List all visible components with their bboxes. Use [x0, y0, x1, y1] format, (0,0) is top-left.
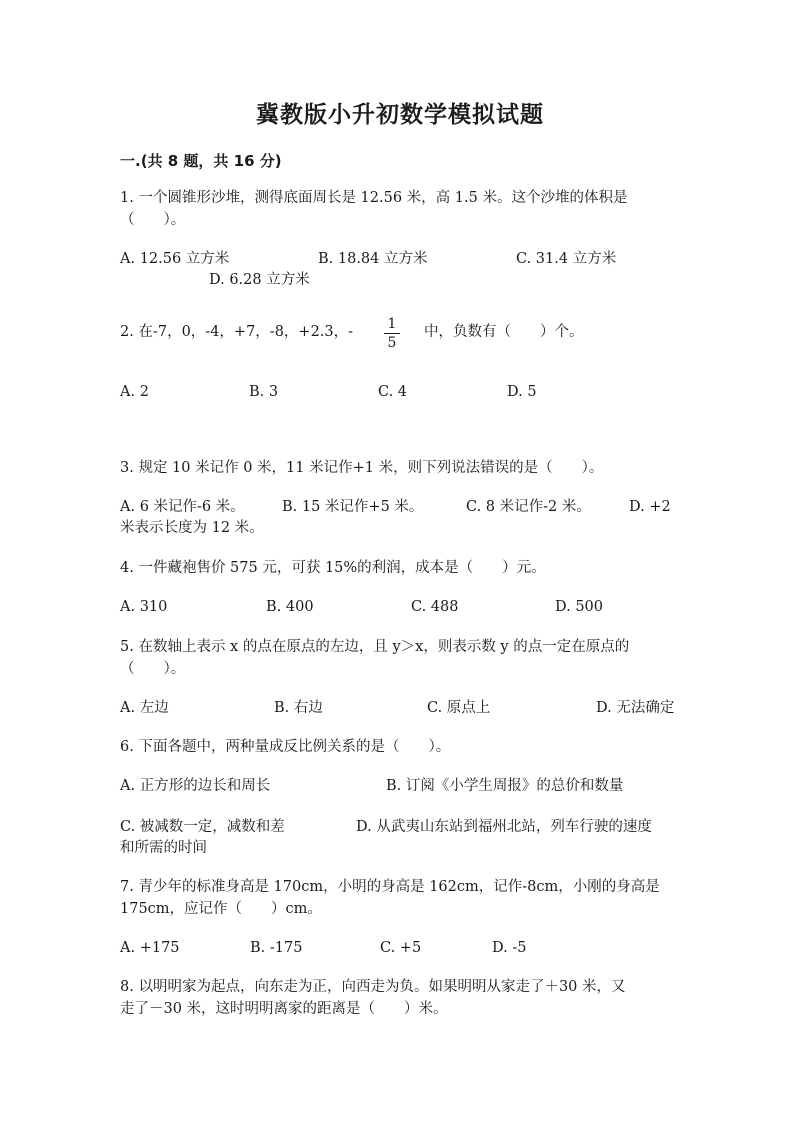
- question-1-option-c: C. 31.4 立方米: [516, 251, 617, 267]
- question-2-option-c: C. 4: [378, 384, 408, 400]
- question-7-text-cont: 175cm，应记作（ ）cm。: [120, 901, 322, 917]
- question-6-text: 6. 下面各题中，两种量成反比例关系的是（ ）。: [120, 739, 451, 755]
- question-4-option-d: D. 500: [555, 599, 604, 615]
- question-5-option-d: D. 无法确定: [596, 700, 675, 716]
- question-8-text-cont: 走了－30 米，这时明明离家的距离是（ ）米。: [120, 1001, 448, 1017]
- question-1-option-a: A. 12.56 立方米: [120, 251, 230, 267]
- fraction-bar: [384, 333, 400, 334]
- question-6-option-d: D. 从武夷山东站到福州北站，列车行驶的速度: [356, 819, 652, 835]
- question-4-option-c: C. 488: [411, 599, 459, 615]
- question-7-option-b: B. -175: [250, 940, 303, 956]
- question-2-text: 2. 在-7，0，-4，+7，-8，+2.3，-: [120, 324, 354, 340]
- page-title: 冀教版小升初数学模拟试题: [256, 102, 544, 128]
- question-3-option-a: A. 6 米记作-6 米。: [120, 499, 245, 515]
- fraction-denominator: 5: [387, 335, 397, 351]
- question-8-text: 8. 以明明家为起点，向东走为正，向西走为负。如果明明从家走了＋30 米，又: [120, 979, 626, 995]
- question-6-option-c: C. 被减数一定，减数和差: [120, 819, 285, 835]
- question-4-option-a: A. 310: [120, 599, 168, 615]
- question-2-option-a: A. 2: [120, 384, 149, 400]
- question-5-option-c: C. 原点上: [427, 700, 491, 716]
- question-6-option-b: B. 订阅《小学生周报》的总价和数量: [386, 778, 624, 794]
- question-1-text: 1. 一个圆锥形沙堆，测得底面周长是 12.56 米，高 1.5 米。这个沙堆的体积是: [120, 190, 628, 206]
- question-1-option-b: B. 18.84 立方米: [318, 251, 428, 267]
- fraction-numerator: 1: [387, 316, 397, 332]
- question-7-text: 7. 青少年的标准身高是 170cm，小明的身高是 162cm，记作-8cm，小刚的身高是: [120, 879, 660, 895]
- section-heading: 一.(共 8 题，共 16 分): [120, 152, 282, 170]
- question-2-text-cont: 中，负数有（ ）个。: [424, 324, 584, 340]
- question-5-option-b: B. 右边: [274, 700, 323, 716]
- question-1-option-d: D. 6.28 立方米: [209, 272, 310, 288]
- question-2-option-b: B. 3: [249, 384, 279, 400]
- question-3-option-d-cont: 米表示长度为 12 米。: [120, 520, 264, 536]
- question-5-text-cont: （ ）。: [120, 661, 186, 677]
- question-7-option-a: A. +175: [120, 940, 180, 956]
- question-4-text: 4. 一件藏袍售价 575 元，可获 15%的利润，成本是（ ）元。: [120, 560, 546, 576]
- question-7-option-c: C. +5: [380, 940, 422, 956]
- fraction-one-fifth: [384, 316, 400, 351]
- question-3-option-d: D. +2: [629, 499, 671, 515]
- question-4-option-b: B. 400: [266, 599, 314, 615]
- question-1-text-cont: （ ）。: [120, 212, 186, 228]
- question-5-text: 5. 在数轴上表示 x 的点在原点的左边，且 y＞x，则表示数 y 的点一定在原点的: [120, 639, 630, 655]
- question-6-option-a: A. 正方形的边长和周长: [120, 778, 271, 794]
- question-2-option-d: D. 5: [507, 384, 537, 400]
- question-3-option-b: B. 15 米记作+5 米。: [282, 499, 424, 515]
- question-3-text: 3. 规定 10 米记作 0 米，11 米记作+1 米，则下列说法错误的是（ ）。: [120, 460, 604, 476]
- question-6-option-d-cont: 和所需的时间: [120, 840, 207, 856]
- question-3-option-c: C. 8 米记作-2 米。: [466, 499, 591, 515]
- question-7-option-d: D. -5: [492, 940, 527, 956]
- question-5-option-a: A. 左边: [120, 700, 169, 716]
